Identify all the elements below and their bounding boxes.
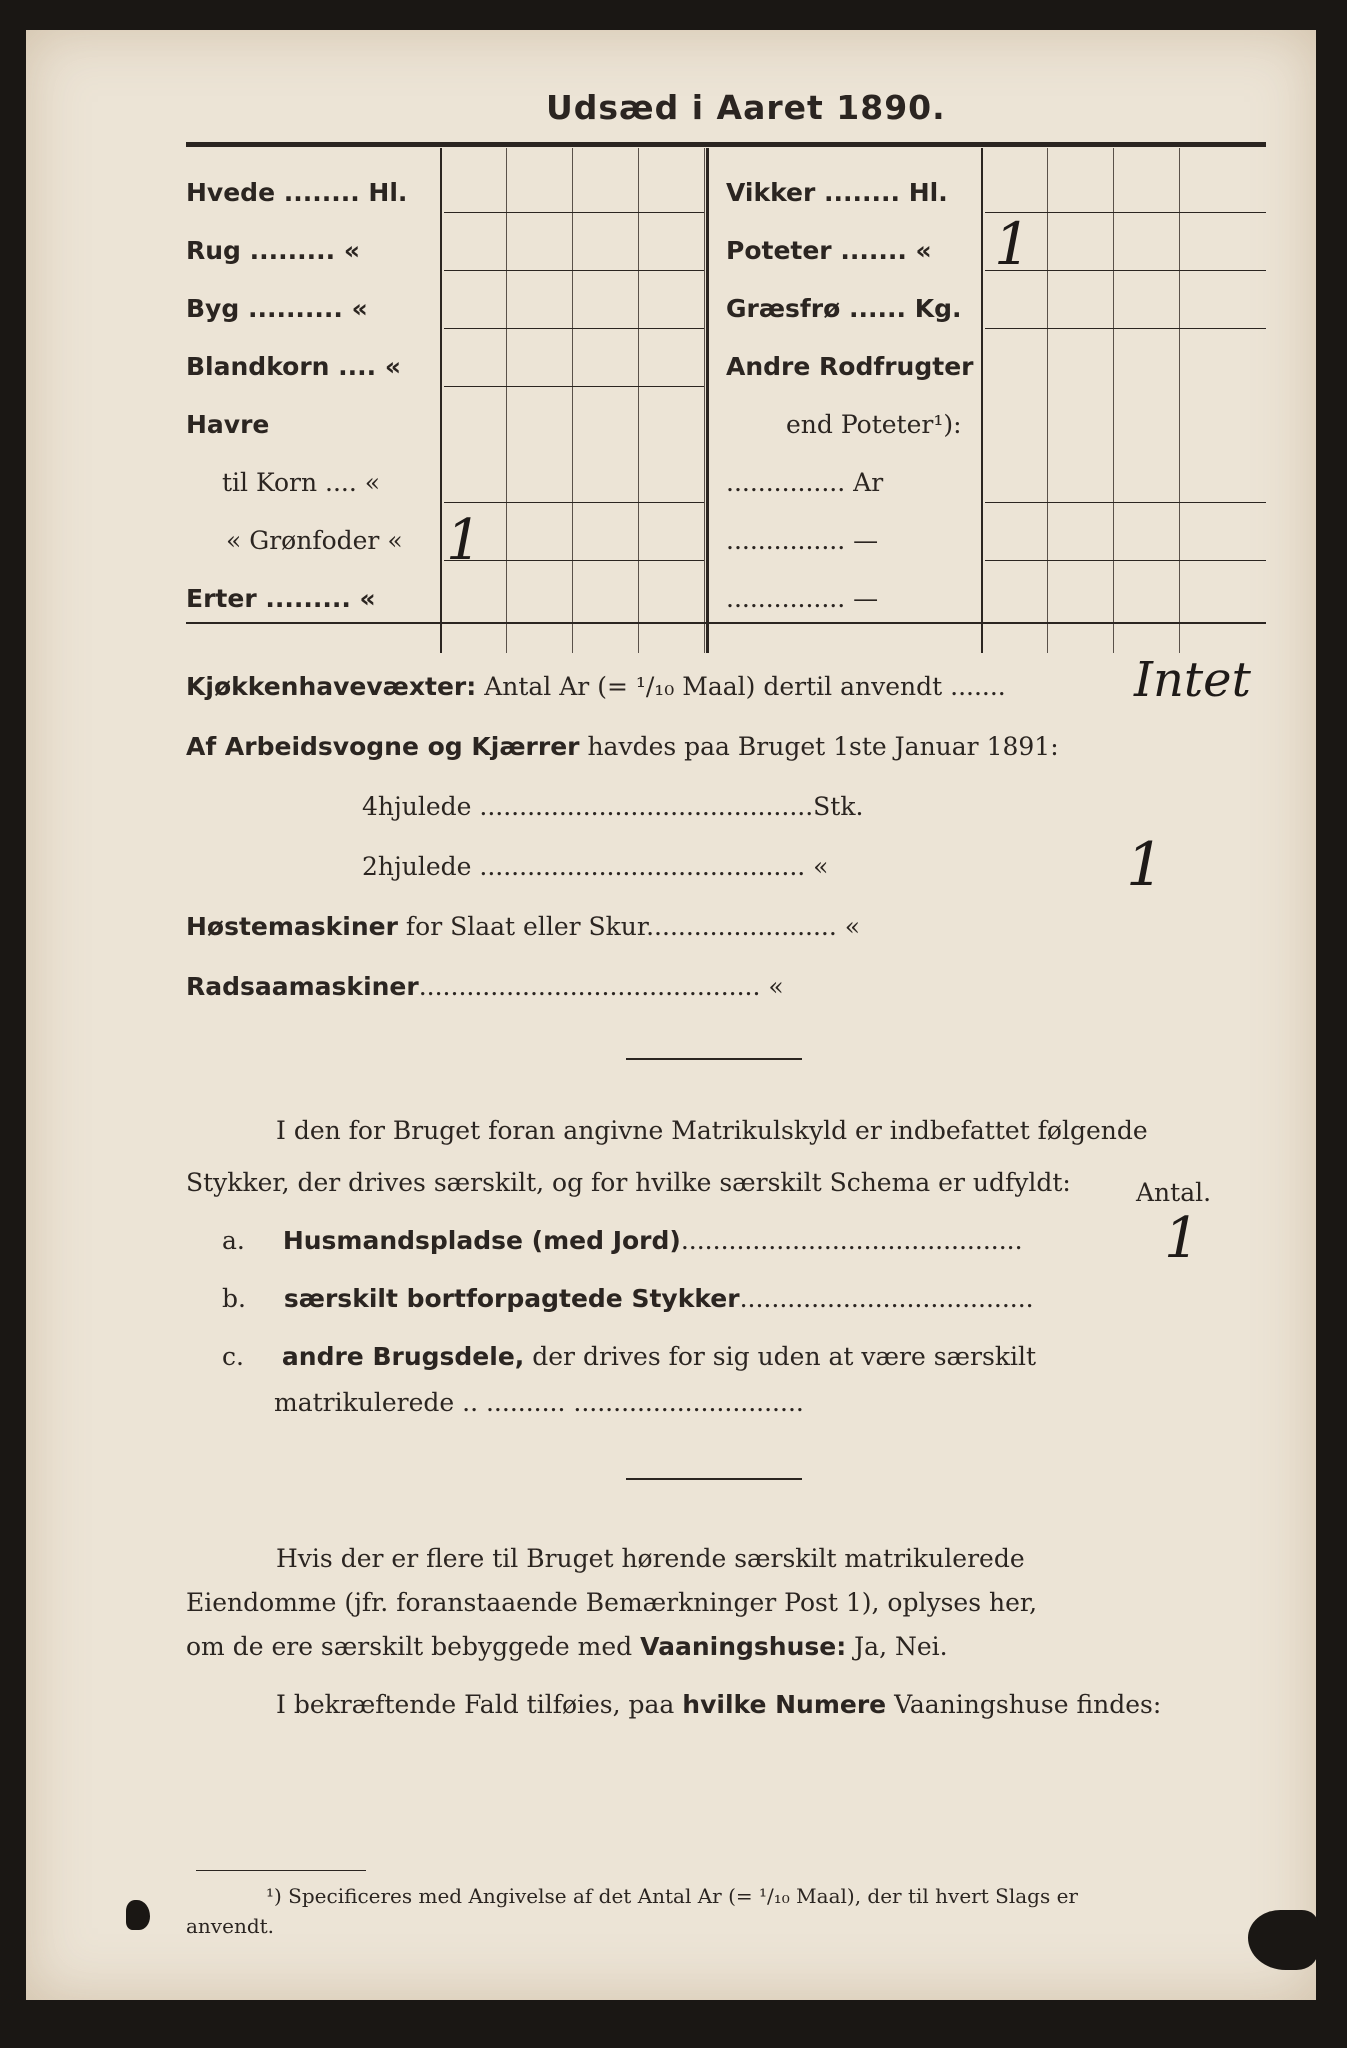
row-end-poteter: end Poteter¹): xyxy=(786,410,962,439)
radsaamaskiner-line: Radsaamaskiner........................................... « xyxy=(186,972,784,1001)
eiendom-line-2: Eiendomme (jfr. foranstaaende Bemærkninger Post 1), oplyses her, xyxy=(186,1588,1038,1617)
footnote-rule xyxy=(196,1870,366,1871)
poteter-value: 1 xyxy=(994,210,1031,278)
row-blank-2: ............... — xyxy=(726,584,879,613)
row-blandkorn: Blandkorn .... « xyxy=(186,352,401,381)
paper-stain xyxy=(126,1900,150,1930)
item-a: a. Husmandspladse (med Jord)........................................... xyxy=(222,1226,1023,1255)
item-b: b. særskilt bortforpagtede Stykker..................................... xyxy=(222,1284,1034,1313)
matrikul-intro-1: I den for Bruget foran angivne Matrikulskyld er indbefattet følgende xyxy=(276,1116,1148,1145)
gronfoder-value: 1 xyxy=(446,508,482,573)
section-divider-2 xyxy=(626,1478,802,1480)
row-andre-rodfrugter: Andre Rodfrugter xyxy=(726,352,974,381)
row-graesfro: Græsfrø ...... Kg. xyxy=(726,294,962,323)
row-til-korn: til Korn .... « xyxy=(222,468,381,497)
title-rule xyxy=(186,142,1266,147)
matrikul-intro-2: Stykker, der drives særskilt, og for hvilke særskilt Schema er udfyldt: xyxy=(186,1168,1071,1197)
paper-stain xyxy=(1248,1910,1318,1970)
tohjulede-value: 1 xyxy=(1126,830,1165,900)
row-erter: Erter ......... « xyxy=(186,584,376,613)
antal-header: Antal. xyxy=(1136,1178,1212,1207)
eiendom-line-1: Hvis der er flere til Bruget hørende særskilt matrikulerede xyxy=(276,1544,1025,1573)
footnote-line-2: anvendt. xyxy=(186,1914,275,1938)
item-c-line2: matrikulerede .. .......... ............................. xyxy=(274,1388,804,1417)
form-page xyxy=(26,30,1316,2000)
kjokkenhave-value: Intet xyxy=(1134,652,1251,708)
table-bottom-rule xyxy=(186,622,1266,624)
section-divider-1 xyxy=(626,1058,802,1060)
eiendom-line-3: om de ere særskilt bebyggede med Vaaningshuse: Ja, Nei. xyxy=(186,1632,948,1661)
row-blank-ar: ............... Ar xyxy=(726,468,884,497)
row-rug: Rug ......... « xyxy=(186,236,360,265)
row-byg: Byg .......... « xyxy=(186,294,368,323)
row-vikker: Vikker ........ Hl. xyxy=(726,178,948,207)
row-havre: Havre xyxy=(186,410,270,439)
row-hvede: Hvede ........ Hl. xyxy=(186,178,408,207)
arbeidsvogne-line: Af Arbeidsvogne og Kjærrer havdes paa Bruget 1ste Januar 1891: xyxy=(186,732,1059,761)
eiendom-line-4: I bekræftende Fald tilføies, paa hvilke Numere Vaaningshuse findes: xyxy=(276,1690,1162,1719)
row-gronfoder: « Grønfoder « xyxy=(226,526,403,555)
row-poteter: Poteter ....... « xyxy=(726,236,932,265)
tohjulede-line: 2hjulede ......................................... « xyxy=(362,852,829,881)
footnote-line-1: ¹) Specificeres med Angivelse af det Antal Ar (= ¹/₁₀ Maal), der til hvert Slags er xyxy=(266,1884,1078,1908)
firehjulede-line: 4hjulede ..........................................Stk. xyxy=(362,792,864,821)
hostemaskiner-line: Høstemaskiner for Slaat eller Skur........................ « xyxy=(186,912,861,941)
item-c: c. andre Brugsdele, der drives for sig uden at være særskilt xyxy=(222,1342,1037,1371)
husmandspladse-value: 1 xyxy=(1164,1206,1200,1271)
row-blank-1: ............... — xyxy=(726,526,879,555)
form-title: Udsæd i Aaret 1890. xyxy=(546,88,946,127)
kjokkenhave-line: Kjøkkenhavevæxter: Antal Ar (= ¹/₁₀ Maal) dertil anvendt ....... xyxy=(186,672,1006,701)
